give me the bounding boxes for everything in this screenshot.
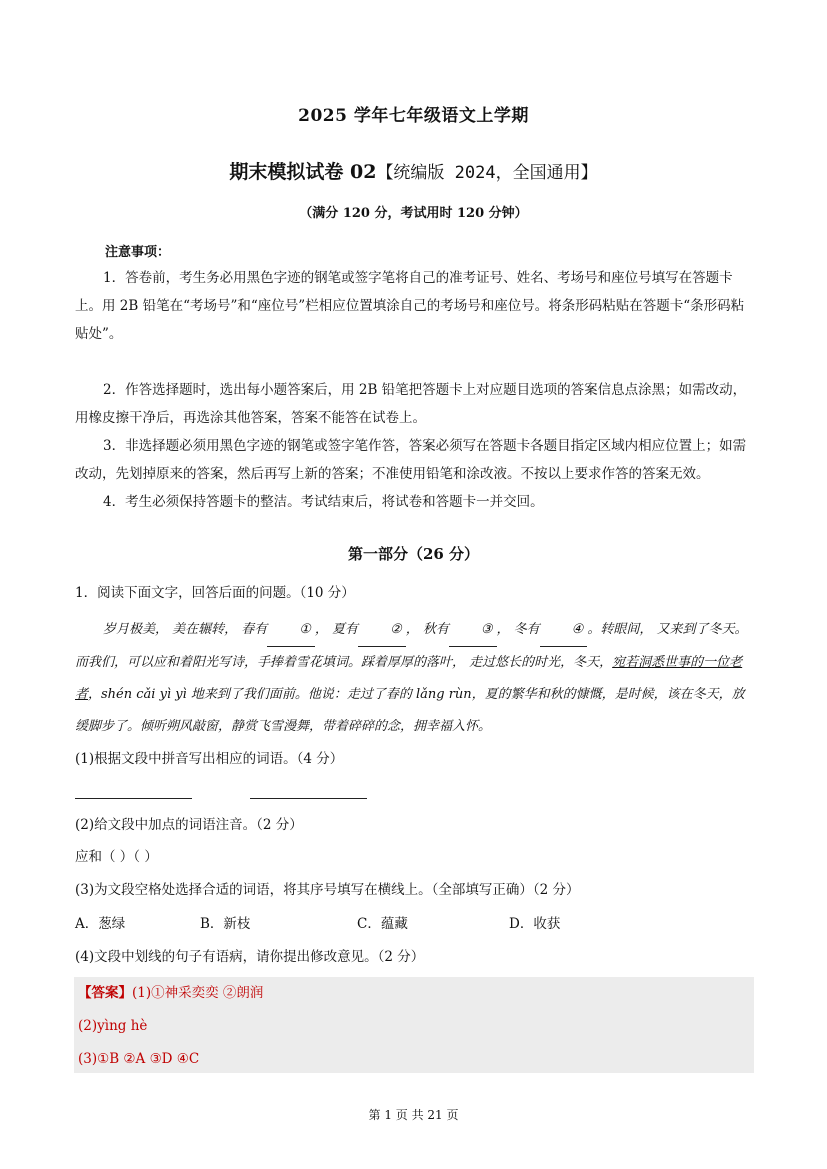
passage-blank-2: ② [358, 614, 406, 647]
answer-line-2-text: (2)yìng hè [78, 1018, 148, 1034]
answer-box [74, 977, 754, 1073]
note-item-4: 4．考生必须保持答题卡的整洁。考试结束后，将试卷和答题卡一并交回。 [103, 494, 544, 510]
exam-score-time: （满分 120 分，考试用时 120 分钟） [299, 206, 528, 221]
section-title: 第一部分（26 分） [347, 545, 480, 563]
subquestion-2-blanks: 应和（ ）（ ） [75, 849, 158, 865]
subquestion-4: (4)文段中划线的句子有语病，请你提出修改意见。（2 分） [75, 949, 425, 965]
note-item-1: 1．答卷前，考生务必用黑色字迹的钢笔或签字笔将自己的准考证号、姓名、考场号和座位号填写在答题卡上。用 2B 铅笔在“考场号”和“座位号”栏相应位置填涂自己的考场号和座位号。将条形码粘贴在答题卡“条形码粘贴处”。 [75, 270, 745, 342]
question-1-stem: 1．阅读下面文字，回答后面的问题。（10 分） [75, 585, 355, 601]
notes-heading: 注意事项： [105, 245, 171, 260]
page-footer: 第 1 页 共 21 页 [368, 1108, 459, 1122]
answer-tag: 【答案】 [78, 985, 132, 1001]
question-1-passage: 岁月极美， 美在辗转， 春有 ① ， 夏有 ② ， 秋有 ③ ， 冬有 ④ 。转眼间， 又来到了冬天。而我们，可以应和着阳光写诗，手捧着雪花填词。踩着厚厚的落叶， 走过悠长的时光，冬天，宛若洞悉世事的一位老者，shén cǎi yì yì 地来到了我们面前。他说：走过了春的 lǎng rùn，夏的繁华和秋的慷慨，是时候，该在冬天，放缓脚步了。倾听朔风敲窗，静赏飞雪漫舞，带着碎碎的念，拥幸福入怀。 [75, 614, 755, 743]
exam-title-line2 [0, 157, 827, 184]
exam-title-main: 期末模拟试卷 02 [229, 161, 377, 183]
subquestion-3: (3)为文段空格处选择合适的词语，将其序号填写在横线上。（全部填写正确）（2 分） [75, 882, 580, 898]
exam-title-line1: 2025 学年七年级语文上学期 [298, 106, 529, 126]
passage-blank-3: ③ [449, 614, 497, 647]
exam-title-edition: 【统编版 2024，全国通用】 [376, 163, 598, 183]
passage-blank-1: ① [267, 614, 315, 647]
answer-line-1-text: 【答案】(1)①神采奕奕 ②朗润 [78, 985, 264, 1001]
answer-line-2 [250, 798, 367, 799]
answer-line-1 [75, 798, 192, 799]
option-a: A．葱绿 [75, 916, 126, 932]
passage-blank-4: ④ [540, 614, 588, 647]
underlined-sentence: 宛若洞悉世事的一位老者 [75, 655, 743, 702]
note-item-3: 3．非选择题必须用黑色字迹的钢笔或签字笔作答，答案必须写在答题卡各题目指定区域内相应位置上；如需改动，先划掉原来的答案，然后再写上新的答案；不准使用铅笔和涂改液。不按以上要求作答的答案无效。 [75, 438, 747, 482]
option-d: D．收获 [509, 916, 561, 932]
option-c: C．蕴藏 [357, 916, 408, 932]
note-item-2: 2．作答选择题时，选出每小题答案后，用 2B 铅笔把答题卡上对应题目选项的答案信息点涂黑；如需改动，用橡皮擦干净后，再选涂其他答案，答案不能答在试卷上。 [75, 382, 747, 426]
answer-line-3-text: (3)①B ②A ③D ④C [78, 1051, 200, 1067]
subquestion-1: (1)根据文段中拼音写出相应的词语。（4 分） [75, 751, 344, 767]
option-b: B．新枝 [200, 916, 251, 932]
subquestion-2: (2)给文段中加点的词语注音。（2 分） [75, 817, 303, 833]
